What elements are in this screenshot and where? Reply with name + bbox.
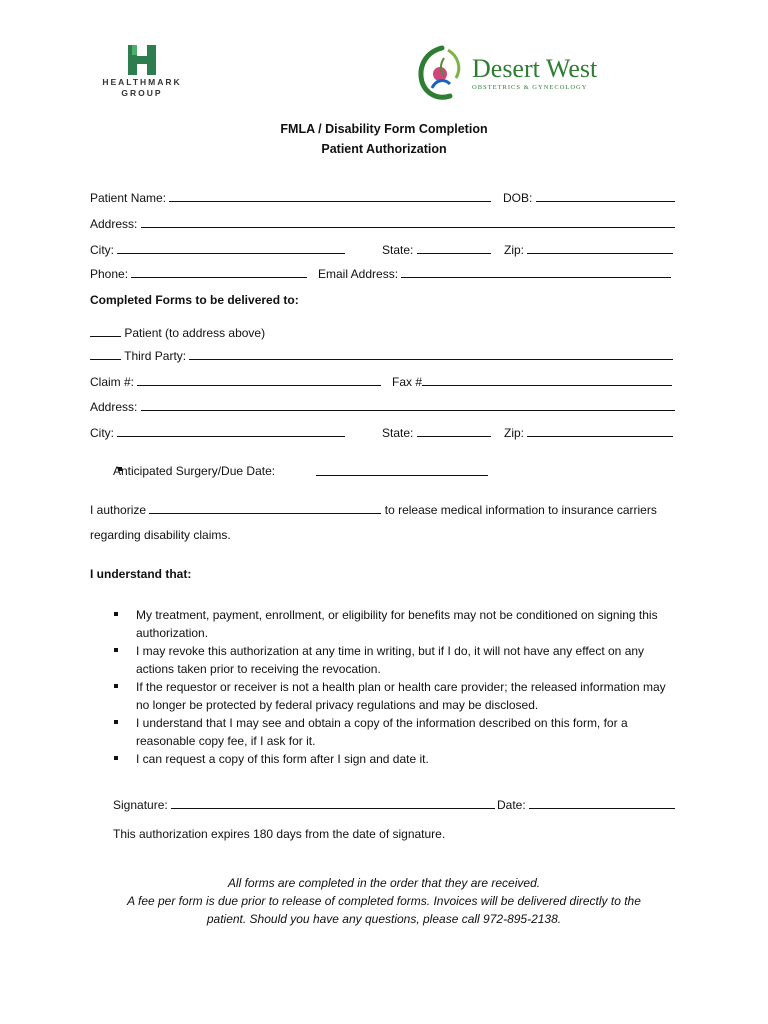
bullet-icon [114, 648, 118, 652]
fax-row [392, 374, 672, 389]
claim-label: Claim #: [90, 375, 135, 389]
desert-west-emblem-icon [414, 44, 470, 102]
delivery-address-label: Address: [90, 400, 138, 414]
form-subtitle: Patient Authorization [321, 142, 447, 156]
phone-row [90, 266, 307, 281]
authorize-line2: regarding disability claims. [90, 528, 231, 542]
understand-list [112, 606, 682, 768]
delivery-address-row [90, 399, 675, 414]
patient-name-field[interactable] [169, 190, 491, 202]
authorize-suffix: to release medical information to insurance carriers [384, 503, 657, 517]
address-label: Address: [90, 217, 138, 231]
surgery-row [316, 464, 488, 479]
phone-field[interactable] [131, 266, 307, 278]
email-field[interactable] [401, 266, 671, 278]
dob-field[interactable] [536, 190, 675, 202]
delivery-state-label: State: [382, 426, 414, 440]
bullet-icon [114, 612, 118, 616]
patient-name-label: Patient Name: [90, 191, 167, 205]
email-label: Email Address: [318, 267, 399, 281]
bullet-icon [114, 756, 118, 760]
list-item: I can request a copy of this form after I sign and date it. [112, 750, 682, 768]
authorize-prefix: I authorize [90, 503, 147, 517]
bullet-icon [114, 684, 118, 688]
delivery-heading: Completed Forms to be delivered to: [90, 293, 299, 307]
fax-field[interactable] [422, 374, 672, 386]
email-row [318, 266, 671, 281]
list-item: My treatment, payment, enrollment, or eligibility for benefits may not be conditioned on signing this authorization. [112, 606, 682, 642]
footer-line3: patient. Should you have any questions, please call 972-895-2138. [206, 912, 562, 926]
signature-label: Signature: [113, 798, 168, 812]
city-label: City: [90, 243, 114, 257]
delivery-zip-row [504, 425, 673, 440]
healthmark-logo [92, 44, 192, 100]
patient-name-row [90, 190, 491, 205]
signature-row [113, 797, 495, 812]
signature-date-field[interactable] [529, 797, 675, 809]
third-party-field[interactable] [189, 348, 673, 360]
desert-west-name: Desert West [472, 54, 598, 83]
expires-text: This authorization expires 180 days from the date of signature. [113, 827, 446, 841]
zip-row [504, 242, 673, 257]
healthmark-group: GROUP [121, 88, 163, 98]
state-field[interactable] [417, 242, 491, 254]
city-row [90, 242, 345, 257]
delivery-address-field[interactable] [141, 399, 675, 411]
patient-option-row [90, 325, 265, 340]
delivery-zip-field[interactable] [527, 425, 673, 437]
signature-field[interactable] [171, 797, 495, 809]
zip-field[interactable] [527, 242, 673, 254]
claim-row [90, 374, 381, 389]
address-row [90, 216, 675, 231]
form-title: FMLA / Disability Form Completion [280, 122, 488, 136]
dob-label: DOB: [503, 191, 533, 205]
third-party-row [90, 348, 673, 363]
third-party-checkline[interactable] [90, 348, 121, 360]
desert-west-subtitle: OBSTETRICS & GYNECOLOGY [472, 84, 588, 91]
footer-line1: All forms are completed in the order that they are received. [227, 876, 541, 890]
healthmark-name: HEALTHMARK [102, 77, 182, 87]
state-label: State: [382, 243, 414, 257]
patient-option-checkline[interactable] [90, 325, 121, 337]
delivery-city-label: City: [90, 426, 114, 440]
delivery-state-row [382, 425, 491, 440]
phone-label: Phone: [90, 267, 129, 281]
understand-heading: I understand that: [90, 567, 192, 581]
signature-date-row [497, 797, 675, 812]
claim-field[interactable] [137, 374, 381, 386]
fax-label: Fax # [392, 375, 423, 389]
delivery-city-field[interactable] [117, 425, 345, 437]
authorize-party-field[interactable] [149, 502, 381, 514]
signature-date-label: Date: [497, 798, 526, 812]
footer-line2: A fee per form is due prior to release of completed forms. Invoices will be delivered directly to the [127, 894, 641, 908]
list-item: If the requestor or receiver is not a health plan or health care provider; the released information may no longer be protected by federal privacy regulations and may be disclosed. [112, 678, 682, 714]
third-party-label: Third Party: [124, 349, 187, 363]
zip-label: Zip: [504, 243, 525, 257]
healthmark-h-icon [92, 44, 192, 76]
surgery-date-field[interactable] [316, 464, 488, 476]
dob-row [503, 190, 675, 205]
delivery-state-field[interactable] [417, 425, 491, 437]
desert-west-logo [414, 44, 604, 102]
delivery-zip-label: Zip: [504, 426, 525, 440]
authorize-row [90, 502, 657, 517]
city-field[interactable] [117, 242, 345, 254]
delivery-city-row [90, 425, 345, 440]
surgery-label: Anticipated Surgery/Due Date: [113, 464, 276, 478]
list-item: I may revoke this authorization at any time in writing, but if I do, it will not have any effect on any actions taken prior to receiving the revocation. [112, 642, 682, 678]
list-item: I understand that I may see and obtain a copy of the information described on this form, for a reasonable copy fee, if I ask for it. [112, 714, 682, 750]
address-field[interactable] [141, 216, 675, 228]
bullet-icon [114, 720, 118, 724]
state-row [382, 242, 491, 257]
patient-option-label: Patient (to address above) [124, 326, 266, 340]
